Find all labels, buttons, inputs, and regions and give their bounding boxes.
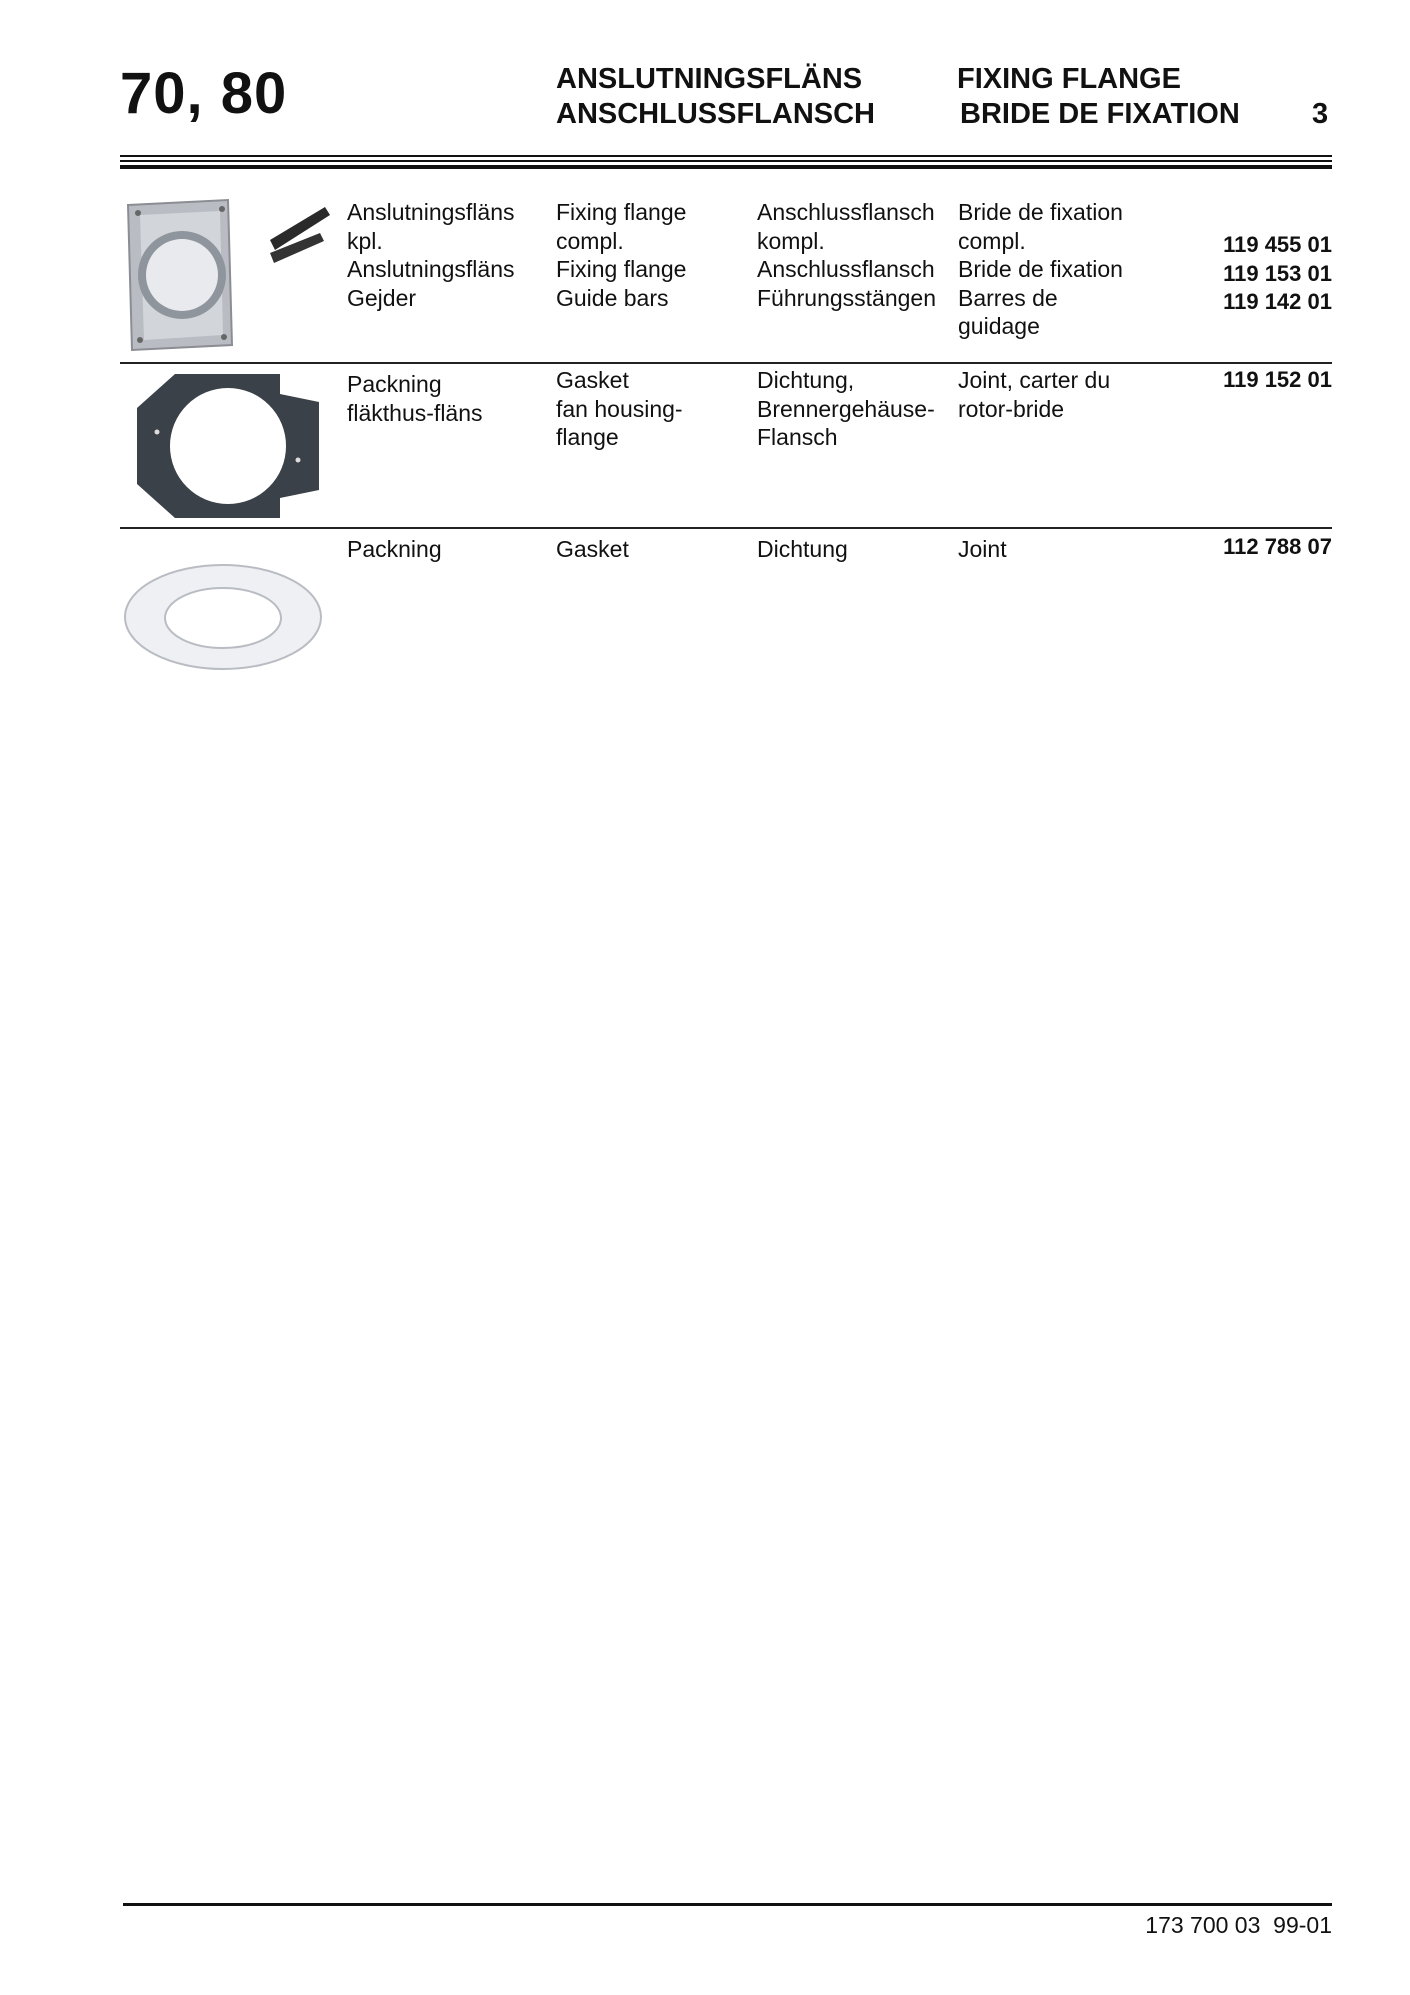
row2-sv: Packning fläkthus-fläns	[347, 371, 483, 426]
row2-en: Gasket fan housing- flange	[556, 367, 683, 450]
row1-part-numbers: 119 455 01 119 153 01 119 142 01	[1223, 232, 1332, 314]
model-number: 70, 80	[120, 61, 288, 126]
row1-de: Anschlussflansch kompl. Anschlussflansch Führungsstängen	[757, 199, 937, 311]
title-french: BRIDE DE FIXATION	[960, 98, 1240, 130]
part-image-gasket-ring	[122, 562, 324, 672]
title-german: ANSCHLUSSFLANSCH	[556, 98, 875, 130]
title-swedish: ANSLUTNINGSFLÄNS	[556, 63, 863, 95]
part-image-fixing-flange	[120, 195, 335, 355]
title-english: FIXING FLANGE	[957, 63, 1181, 95]
row3-de: Dichtung	[757, 536, 848, 562]
row3-sv: Packning	[347, 536, 442, 562]
footer-rule	[123, 1903, 1332, 1906]
row2-fr: Joint, carter du rotor-bride	[958, 367, 1111, 422]
row1-sv: Anslutningsfläns kpl. Anslutningsfläns Gejder	[347, 199, 515, 311]
document-number: 173 700 03 99-01	[1145, 1912, 1332, 1938]
row1-fr: Bride de fixation compl. Bride de fixation Barres de guidage	[958, 199, 1123, 339]
row-divider	[120, 527, 1332, 529]
row2-part-numbers: 119 152 01	[1223, 367, 1332, 392]
row3-part-numbers: 112 788 07	[1223, 534, 1332, 559]
row3-fr: Joint	[958, 536, 1007, 562]
row-divider	[120, 362, 1332, 364]
row1-en: Fixing flange compl. Fixing flange Guide bars	[556, 199, 687, 311]
header-rule	[120, 155, 1332, 169]
row2-de: Dichtung, Brennergehäuse- Flansch	[757, 367, 935, 450]
part-image-gasket-fan-housing	[135, 372, 320, 520]
page-number: 3	[1312, 98, 1329, 130]
row3-en: Gasket	[556, 536, 629, 562]
